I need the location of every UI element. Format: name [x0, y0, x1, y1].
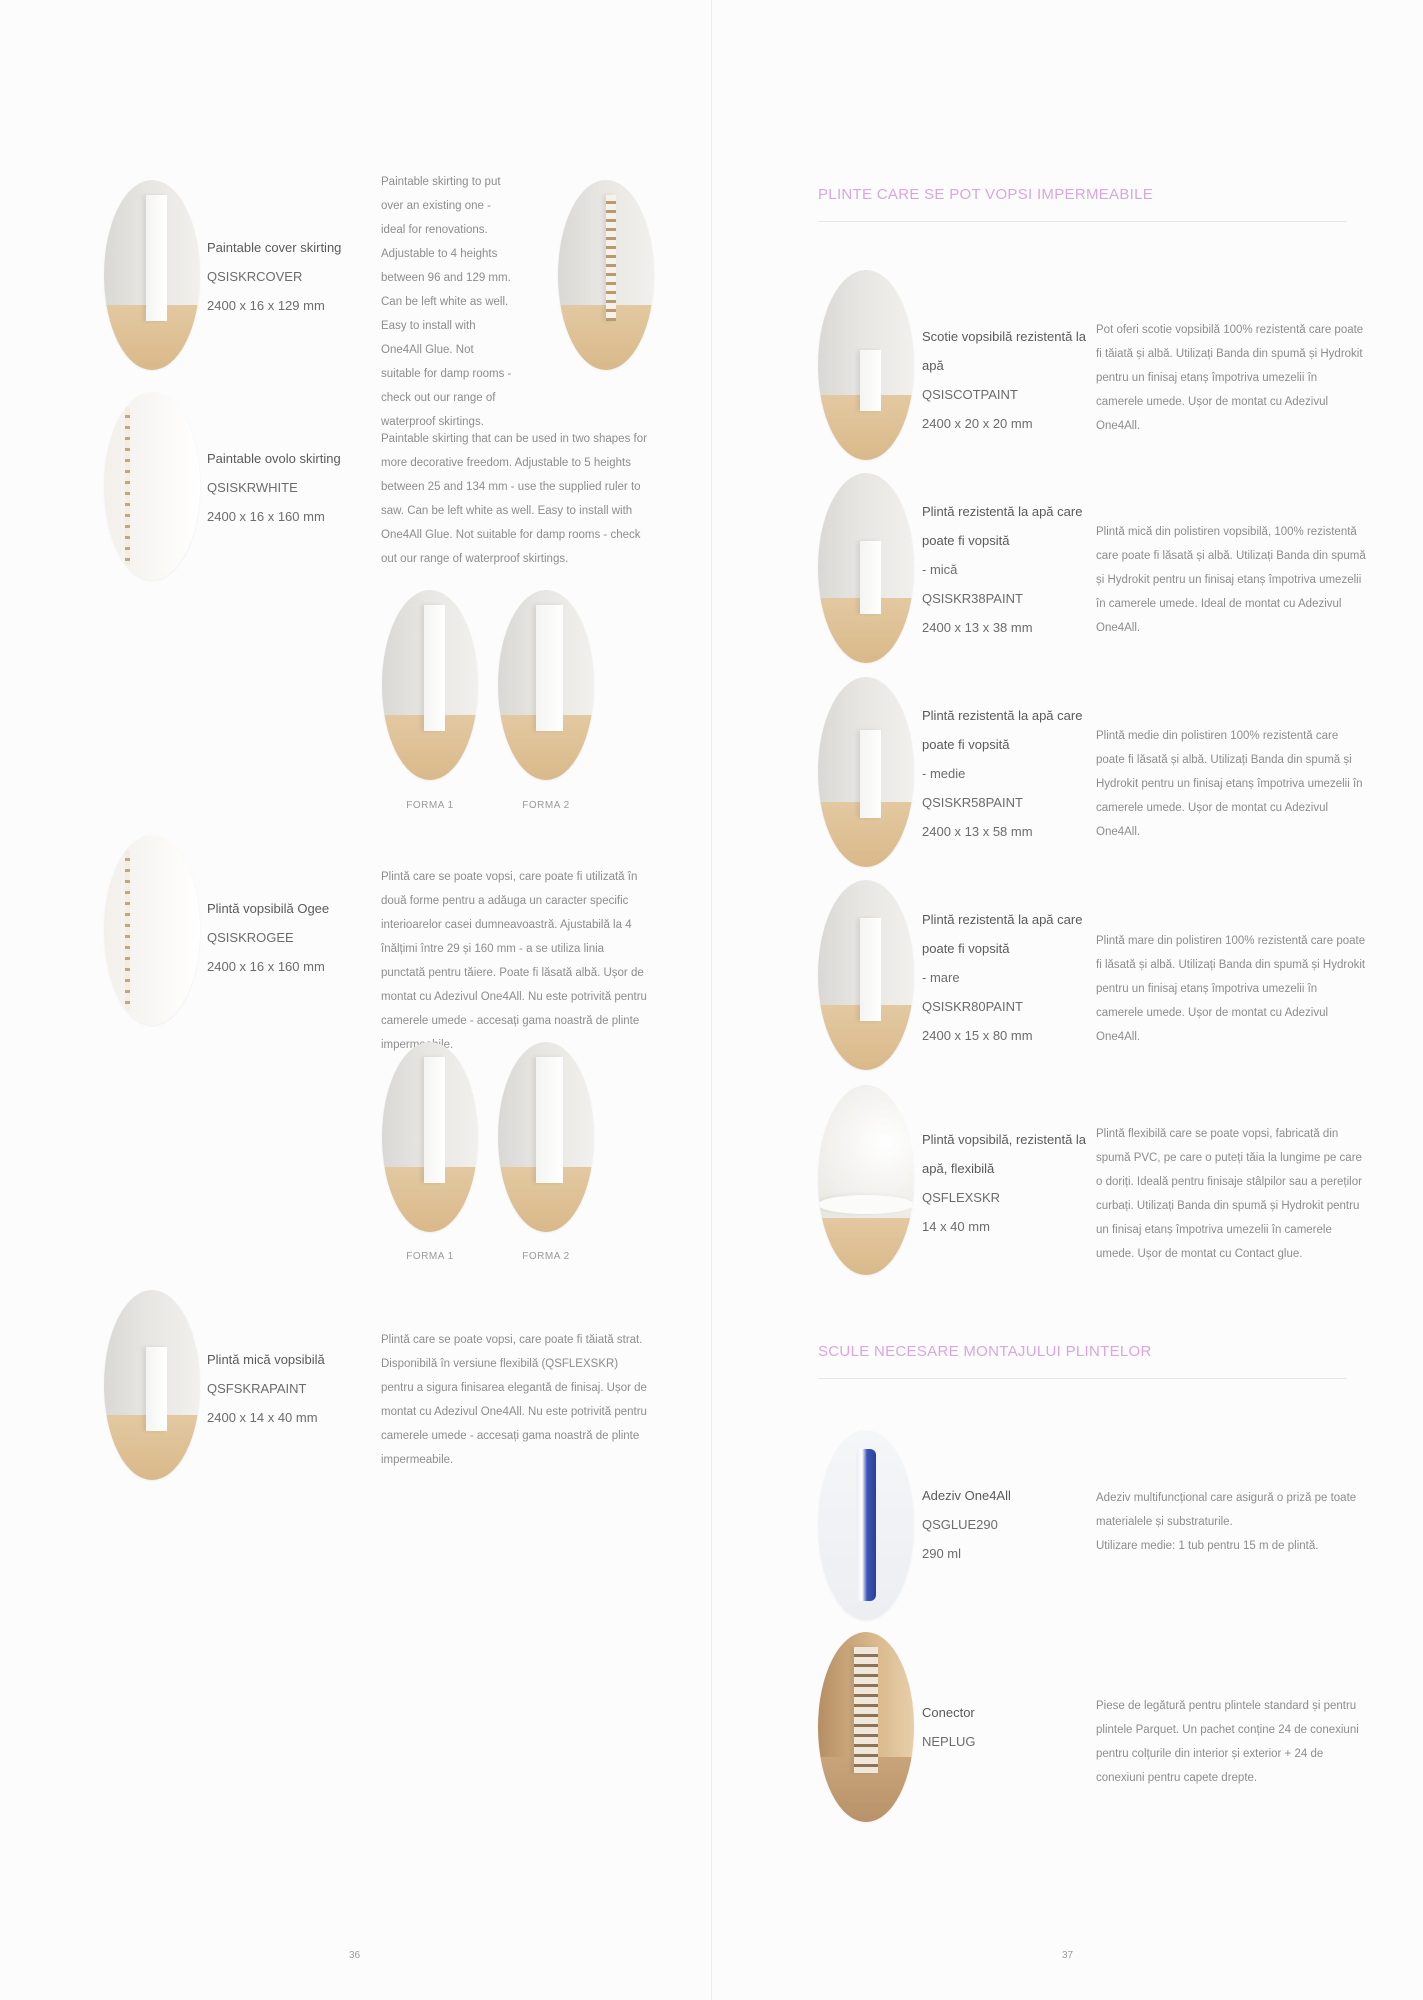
- forma-2-photo: [498, 590, 594, 780]
- forma-2-photo: [498, 1042, 594, 1232]
- product-name: Paintable cover skirting: [207, 240, 342, 255]
- product-code: QSFSKRAPAINT: [207, 1381, 307, 1396]
- tool-size: 290 ml: [922, 1546, 962, 1561]
- product-photo-ovolo-skirting: [104, 392, 200, 580]
- product-code: QSISKRWHITE: [207, 480, 298, 495]
- product-code: QSFLEXSKR: [922, 1190, 1001, 1205]
- tool-description-text: Adeziv multifuncțional care asigură o priză pe toate materialele și substraturile.: [1096, 1492, 1357, 1528]
- product-info-ovolo-skirting: [207, 444, 367, 531]
- product-photo-skirting-38: [818, 473, 914, 663]
- product-info-skirting-58: [922, 701, 1092, 846]
- product-variant: - mare: [922, 970, 960, 985]
- product-info-skirting-80: [922, 905, 1092, 1050]
- right-page: [712, 0, 1423, 2000]
- product-description: Paintable skirting that can be used in two shapes for more decorative freedom. Adjustable to 5 heights between 25 and 134 mm - use the supplied ruler to saw. Can be left white as well. Easy to install with One4All Glue. Not suitable for damp rooms - check out our range of waterproof skirtings.: [381, 433, 647, 565]
- section-title-paintable-waterproof: PLINTE CARE SE POT VOPSI IMPERMEABILE: [818, 186, 1154, 203]
- page-number: 36: [349, 1950, 361, 1961]
- section-divider: [818, 221, 1346, 222]
- product-size: 2400 x 14 x 40 mm: [207, 1410, 318, 1425]
- forma-2-caption: FORMA 2: [522, 1251, 570, 1262]
- product-code: QSISKR58PAINT: [922, 795, 1023, 810]
- tool-info-connector: [922, 1698, 1092, 1756]
- section-divider: [818, 1378, 1346, 1379]
- product-name: Paintable ovolo skirting: [207, 451, 341, 466]
- product-description: Plintă care se poate vopsi, care poate fi utilizată în două forme pentru a adăuga un caracter specific interioarelor casei dumneavoastră. Ajustabilă la 4 înălțimi între 29 și 160 mm - a se utiliza linia punctată pentru tăiere. Poate fi lăsată albă. Ușor de montat cu Adezivul One4All. Nu este potrivită pentru camerele umede - accesați gama noastră de plinte: [381, 871, 647, 1027]
- product-description: Plintă care se poate vopsi, care poate fi tăiată strat. Disponibilă în versiune flexibilă (QSFLEXSKR) pentru a sigura finisarea elegantă de finisaj. Ușor de montat cu Adezivul One4All. Nu este potrivită pentru camerele umede - accesați gama noastră de plinte impermeabile.: [381, 1334, 647, 1466]
- product-size: 2400 x 13 x 58 mm: [922, 824, 1033, 839]
- product-description: Plintă flexibilă care se poate vopsi, fabricată din spumă PVC, pe care o puteți tăia la lungime pe care o doriți. Ideală pentru finisaje stâlpilor sau a pereților curbați. Utilizați Banda din spumă și Hydrokit pentru un finisaj etanș împotriva umezelii în camerele umede. Ușor de montat cu Contact glue.: [1096, 1128, 1362, 1260]
- product-description: Plintă medie din polistiren 100% rezistentă care poate fi lăsată și albă. Utilizați Banda din spumă și Hydrokit pentru un finisaj etanș împotriva umezelii în camerele umede. Ușor de montat cu Adezivul One4All.: [1096, 730, 1363, 838]
- product-description: Plintă mică din polistiren vopsibilă, 100% rezistentă care poate fi lăsată și albă. Utilizați Banda din spumă și Hydrokit pentru un finisaj etanș împotriva umezelii în camerele umede. Ideal de montat cu Adezivul One4All.: [1096, 526, 1366, 634]
- forma-1-photo: [382, 590, 478, 780]
- product-size: 2400 x 16 x 160 mm: [207, 509, 325, 524]
- product-description: Pot oferi scotie vopsibilă 100% rezistentă care poate fi tăiată și albă. Utilizați Banda din spumă și Hydrokit pentru un finisaj etanș împotriva umezelii în camerele umede. Ușor de montat cu Adezivul One4All.: [1096, 324, 1364, 432]
- product-name: Plintă mică vopsibilă: [207, 1352, 325, 1367]
- product-info-scotie: [922, 322, 1092, 438]
- product-variant: - mică: [922, 562, 958, 577]
- product-photo-cover-skirting: [104, 180, 200, 370]
- forma-1-photo: [382, 1042, 478, 1232]
- forma-2-caption: FORMA 2: [522, 800, 570, 811]
- tool-name: Adeziv One4All: [922, 1488, 1011, 1503]
- product-size: 2400 x 13 x 38 mm: [922, 620, 1033, 635]
- product-photo-scotie: [818, 270, 914, 460]
- product-size: 14 x 40 mm: [922, 1219, 990, 1234]
- tool-name: Conector: [922, 1705, 975, 1720]
- product-name: Scotie vopsibilă rezistentă la apă: [922, 329, 1087, 373]
- product-code: QSISKR38PAINT: [922, 591, 1023, 606]
- tool-description: Piese de legătură pentru plintele standard și pentru plintele Parquet. Un pachet conține 24 de conexiuni pentru colțurile din interior și exterior + 24 de conexiuni pentru capete drepte.: [1096, 1700, 1359, 1784]
- page-number: 37: [1062, 1950, 1074, 1961]
- product-name: Plintă vopsibilă, rezistentă la apă, flexibilă: [922, 1132, 1087, 1176]
- tool-code: QSGLUE290: [922, 1517, 998, 1532]
- product-code: QSISKR80PAINT: [922, 999, 1023, 1014]
- section-title-tools: SCULE NECESARE MONTAJULUI PLINTELOR: [818, 1343, 1152, 1360]
- product-photo-skirting-58: [818, 677, 914, 867]
- product-size: 2400 x 16 x 160 mm: [207, 959, 325, 974]
- product-photo-skirting-80: [818, 880, 914, 1070]
- product-size: 2400 x 16 x 129 mm: [207, 298, 325, 313]
- tool-usage-text: Utilizare medie: 1 tub pentru 15 m de plintă.: [1096, 1540, 1319, 1552]
- product-photo-cover-skirting-profile: [558, 180, 654, 370]
- product-name: Plintă rezistentă la apă care poate fi vopsită: [922, 708, 1083, 752]
- product-code: QSISKROGEE: [207, 930, 294, 945]
- product-name: Plintă rezistentă la apă care poate fi vopsită: [922, 912, 1083, 956]
- forma-1-caption: FORMA 1: [406, 1251, 454, 1262]
- product-info-cover-skirting: [207, 233, 367, 320]
- product-size: 2400 x 15 x 80 mm: [922, 1028, 1033, 1043]
- tool-description: [1096, 1486, 1366, 1558]
- product-name: Plintă rezistentă la apă care poate fi vopsită: [922, 504, 1083, 548]
- product-info-ogee-skirting: [207, 894, 367, 981]
- product-name: Plintă vopsibilă Ogee: [207, 901, 330, 916]
- left-page: [0, 0, 711, 2000]
- forma-1-caption: FORMA 1: [406, 800, 454, 811]
- product-info-small-skirting: [207, 1345, 367, 1432]
- tool-code: NEPLUG: [922, 1734, 976, 1749]
- product-photo-ogee-skirting: [104, 835, 200, 1025]
- product-code: QSISKRCOVER: [207, 269, 303, 284]
- product-info-flex-skirting: [922, 1125, 1092, 1241]
- product-variant: - medie: [922, 766, 966, 781]
- product-size: 2400 x 20 x 20 mm: [922, 416, 1033, 431]
- product-photo-flex-skirting: [818, 1085, 914, 1275]
- product-info-skirting-38: [922, 497, 1092, 642]
- product-description: Paintable skirting to put over an existing one - ideal for renovations. Adjustable to 4 heights between 96 and 129 mm. Can be left white as well. Easy to install with One4All Glue. Not suitable for damp rooms - check out our range of waterproof skirtings.: [381, 176, 512, 428]
- product-photo-small-skirting: [104, 1290, 200, 1480]
- product-code: QSISCOTPAINT: [922, 387, 1018, 402]
- product-description: Plintă mare din polistiren 100% rezistentă care poate fi lăsată și albă. Utilizați Banda din spumă și Hydrokit pentru un finisaj etanș împotriva umezelii în camerele umede. Ușor de montat cu Adezivul One4All.: [1096, 935, 1366, 1043]
- tool-photo-connector: [818, 1632, 914, 1822]
- tool-info-adhesive: [922, 1481, 1092, 1568]
- tool-photo-adhesive: [818, 1430, 914, 1620]
